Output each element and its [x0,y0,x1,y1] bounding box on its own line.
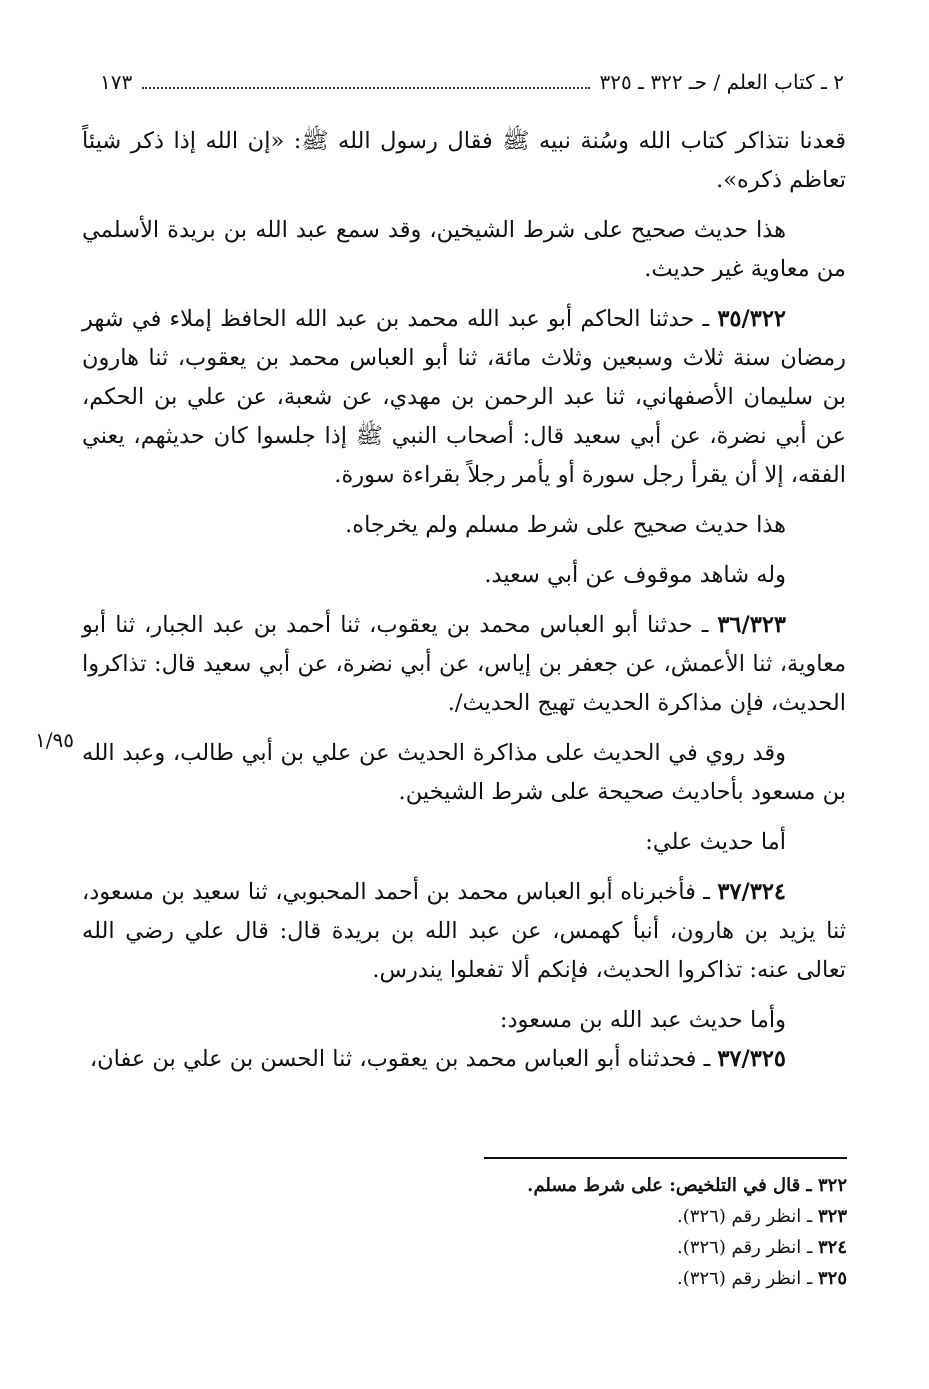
paragraph: هذا حديث صحيح على شرط مسلم ولم يخرجاه. [345,512,786,538]
hadith-number: ٣٧/٣٢٥ [717,1046,786,1072]
hadith-paragraph: ٣٥/٣٢٢ ـ حدثنا الحاكم أبو عبد الله محمد بن عبد الله الحافظ إملاء في شهر رمضان سنة ثلاث وسبعين وثلاث مائة، ثنا أبو العباس محمد بن يعقوب، ثنا هارون بن سليمان الأصفهاني، ثنا عبد الرحمن بن مهدي، عن شعبة، عن علي بن الحكم، عن أبي نضرة، عن أبي سعيد قال: أصحاب النبي ﷺ إذا جلسوا كان حديثهم، يعني الفقه، إلا أن يقرأ رجل سورة أو يأمر رجلاً بقراءة سورة. [82,306,846,488]
footnote: ٣٢٢ ـ قال في التلخيص: على شرط مسلم. [527,1175,847,1196]
paragraph: أما حديث علي: [645,829,786,855]
hadith-number: ٣٥/٣٢٢ [717,306,786,332]
leader-dots [142,86,589,89]
paragraph: قعدنا نتذاكر كتاب الله وسُنة نبيه ﷺ فقال رسول الله ﷺ: «إن الله إذا ذكر شيئاً تعاظم ذكره». [82,128,846,193]
page-number: ١٧٣ [100,70,133,94]
footnote: ٣٢٤ ـ انظر رقم (٣٢٦). [677,1237,847,1258]
paragraph: وله شاهد موقوف عن أبي سعيد. [484,562,786,588]
footnotes [247,1170,847,1294]
hadith-number: ٣٦/٣٢٣ [717,612,786,638]
hadith-number: ٣٧/٣٢٤ [717,879,786,905]
running-title: ٢ ـ كتاب العلم / حـ ٣٢٢ ـ ٣٢٥ [599,70,844,94]
footnote-divider [484,1157,847,1159]
footnote: ٣٢٥ ـ انظر رقم (٣٢٦). [677,1268,847,1289]
hadith-paragraph: ٣٧/٣٢٤ ـ فأخبرناه أبو العباس محمد بن أحمد المحبوبي، ثنا سعيد بن مسعود، ثنا يزيد بن هارون، أنبأ كهمس، عن عبد الله بن بريدة قال: قال علي رضي الله تعالى عنه: تذاكروا الحديث، فإنكم ألا تفعلوا يندرس. [82,879,846,983]
paragraph: وأما حديث عبد الله بن مسعود: [499,1007,786,1033]
paragraph: هذا حديث صحيح على شرط الشيخين، وقد سمع عبد الله بن بريدة الأسلمي من معاوية غير حديث. [82,217,846,282]
running-header [100,70,844,106]
hadith-paragraph: ٣٧/٣٢٥ ـ فحدثناه أبو العباس محمد بن يعقوب، ثنا الحسن بن علي بن عفان، [89,1046,786,1072]
margin-reference: ١/٩٥ [35,728,74,752]
footnote: ٣٢٣ ـ انظر رقم (٣٢٦). [677,1206,847,1227]
paragraph: وقد روي في الحديث على مذاكرة الحديث عن علي بن أبي طالب، وعبد الله بن مسعود بأحاديث صحيحة على شرط الشيخين. [82,740,846,805]
hadith-paragraph: ٣٦/٣٢٣ ـ حدثنا أبو العباس محمد بن يعقوب، ثنا أحمد بن عبد الجبار، ثنا أبو معاوية، ثنا الأعمش، عن جعفر بن إياس، عن أبي نضرة، عن أبي سعيد قال: تذاكروا الحديث، فإن مذاكرة الحديث تهيج الحديث/. [82,612,846,716]
main-text [82,122,846,1090]
